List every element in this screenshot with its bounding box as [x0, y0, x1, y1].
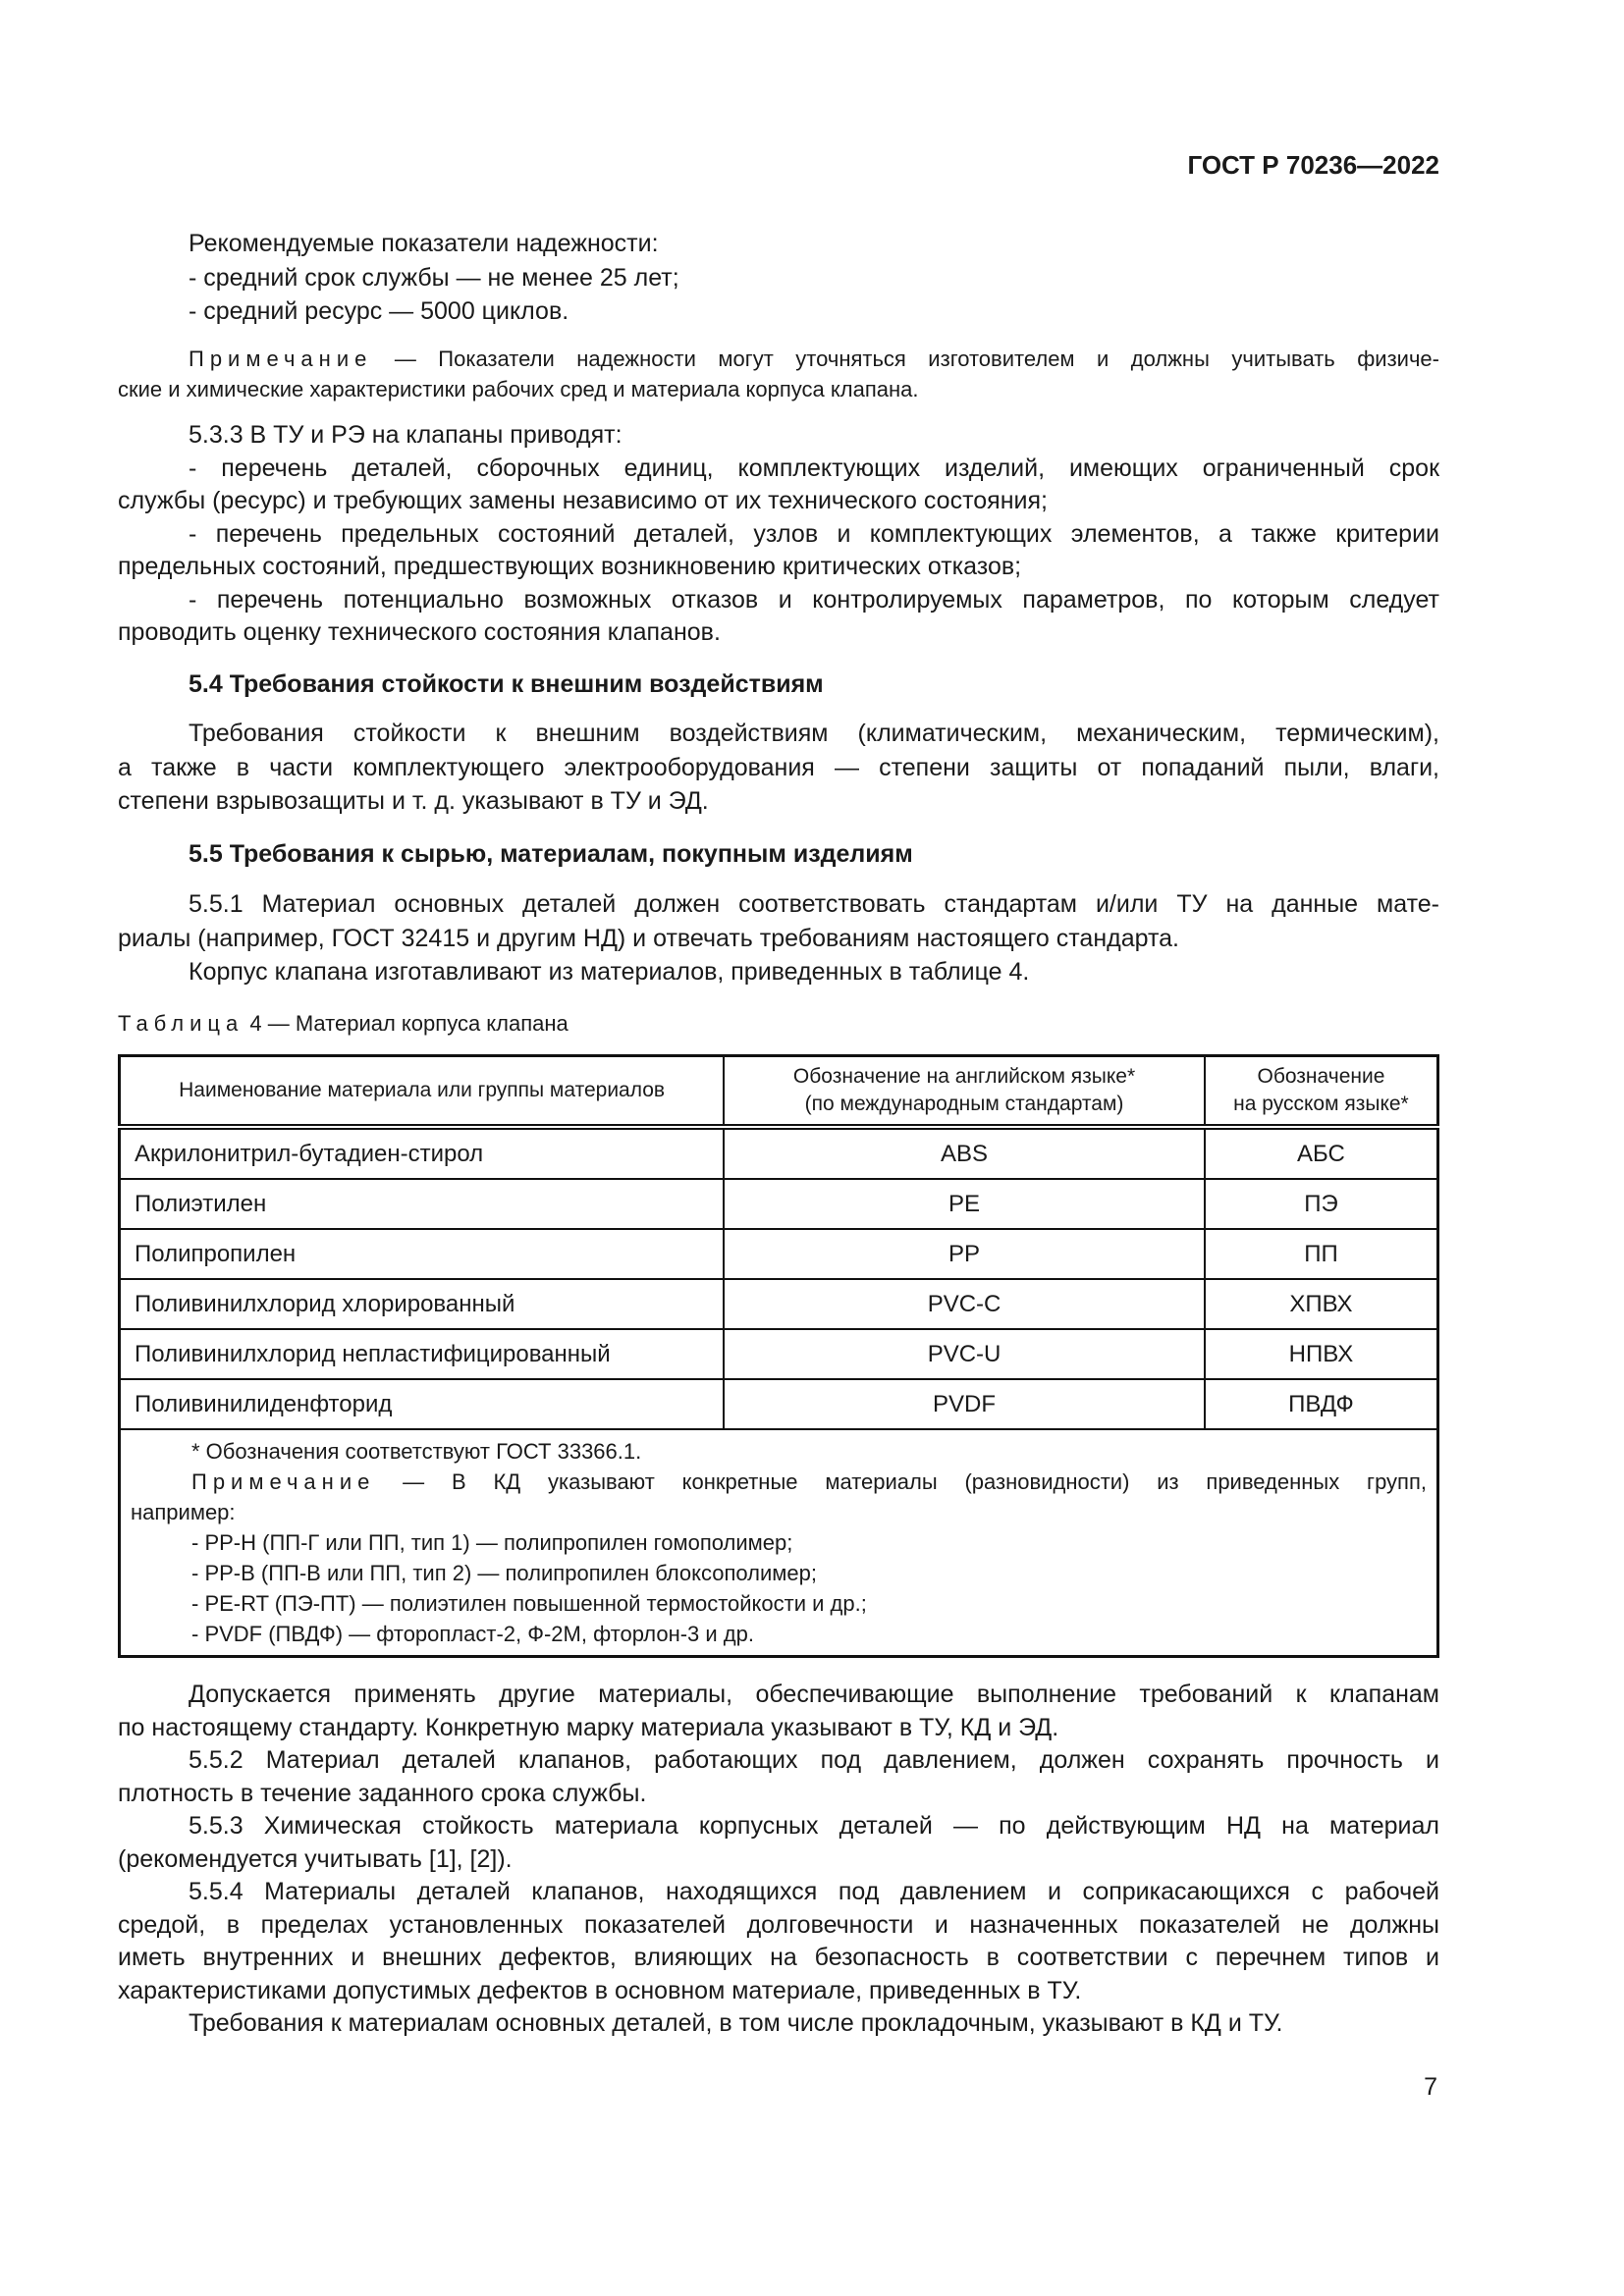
russian-designation-cell: ПП: [1205, 1229, 1438, 1279]
text-line: Корпус клапана изготавливают из материалов, приведенных в таблице 4.: [189, 958, 1030, 986]
text-line: риалы (например, ГОСТ 32415 и другим НД) и отвечать требованиям настоящего стандарта.: [118, 924, 1179, 952]
text-line: Допускается применять другие материалы, обеспечивающие выполнение требований к клапанам: [189, 1681, 1439, 1708]
section-heading-5-4: 5.4 Требования стойкости к внешним воздействиям: [189, 670, 824, 698]
text-line: характеристиками допустимых дефектов в основном материале, приведенных в ТУ.: [118, 1976, 1082, 2004]
note-items: [121, 1527, 1427, 1649]
english-designation-cell: PVC-C: [724, 1279, 1205, 1329]
note-text: — Показатели надежности могут уточняться изготовителем и должны учитывать физиче-: [372, 347, 1439, 371]
text-line: 5.5.4 Материалы деталей клапанов, находящихся под давлением и соприкасающихся с рабочей: [189, 1878, 1439, 1905]
text-line: - PE-RT (ПЭ-ПТ) — полиэтилен повышенной термостойкости и др.;: [191, 1591, 867, 1616]
section-5-4-text: [118, 717, 1439, 819]
text-line: службы (ресурс) и требующих замены независимо от их технического состояния;: [118, 487, 1048, 514]
text-line: степени взрывозащиты и т. д. указывают в ТУ и ЭД.: [118, 787, 709, 815]
material-name-cell: Полипропилен: [120, 1229, 725, 1279]
material-name-cell: Поливинилиденфторид: [120, 1379, 725, 1429]
russian-designation-cell: ПЭ: [1205, 1179, 1438, 1229]
english-designation-cell: PVC-U: [724, 1329, 1205, 1379]
text-line: проводить оценку технического состояния клапанов.: [118, 618, 721, 646]
text-line: - перечень деталей, сборочных единиц, комплектующих изделий, имеющих ограниченный срок: [189, 454, 1439, 482]
russian-designation-cell: НПВХ: [1205, 1329, 1438, 1379]
material-name-cell: Акрилонитрил-бутадиен-стирол: [120, 1127, 725, 1179]
material-name-cell: Полиэтилен: [120, 1179, 725, 1229]
table-caption: [118, 1011, 1439, 1037]
table-row: [120, 1329, 1438, 1379]
table-row: [120, 1229, 1438, 1279]
section-heading-5-5: 5.5 Требования к сырью, материалам, покупным изделиям: [189, 840, 913, 868]
reliability-list: [118, 227, 1439, 329]
text-line: (рекомендуется учитывать [1], [2]).: [118, 1844, 513, 1873]
text-line: 5.5.2 Материал деталей клапанов, работающих под давлением, должен сохранять прочность и: [189, 1746, 1439, 1774]
note-label: Примечание: [191, 1469, 376, 1494]
text-line: Требования стойкости к внешним воздействиям (климатическим, механическим, термическим),: [189, 720, 1439, 747]
note-text: ские и химические характеристики рабочих сред и материала корпуса клапана.: [118, 377, 919, 401]
text-line: - PP-B (ПП-В или ПП, тип 2) — полипропилен блоксополимер;: [191, 1561, 818, 1585]
table-caption-text: 4 — Материал корпуса клапана: [244, 1011, 568, 1036]
text-line: 5.5.3 Химическая стойкость материала корпусных деталей — по действующим НД на материал: [189, 1812, 1439, 1840]
text-line: - перечень предельных состояний деталей, узлов и комплектующих элементов, а также критерии: [189, 519, 1439, 548]
text-line: - перечень потенциально возможных отказов и контролируемых параметров, по которым следует: [189, 585, 1439, 614]
page-number: 7: [1424, 2073, 1437, 2101]
table-caption-label: Таблица: [118, 1011, 244, 1036]
table-footnote: * Обозначения соответствуют ГОСТ 33366.1.: [191, 1439, 642, 1464]
text-line: Требования к материалам основных деталей, в том числе прокладочным, указывают в КД и ТУ.: [189, 2009, 1283, 2037]
section-5-5-1-text: [118, 887, 1439, 989]
table-header-row: [120, 1056, 1438, 1128]
text-line: 5.3.3 В ТУ и РЭ на клапаны приводят:: [189, 421, 623, 449]
text-line: 5.5.1 Материал основных деталей должен соответствовать стандартам и/или ТУ на данные мате-: [189, 890, 1439, 918]
text-line: предельных состояний, предшествующих возникновению критических отказов;: [118, 553, 1022, 580]
reliability-note: [118, 344, 1439, 404]
text-line: а также в части комплектующего электрооборудования — степени защиты от попаданий пыли, влаги,: [118, 753, 1439, 781]
material-name-cell: Поливинилхлорид хлорированный: [120, 1279, 725, 1329]
note-label: Примечание: [189, 347, 373, 371]
header-russian-designation: Обозначение на русском языке*: [1205, 1056, 1438, 1128]
text-line: по настоящему стандарту. Конкретную марку материала указывают в ТУ, КД и ЭД.: [118, 1713, 1059, 1741]
text-line: - PVDF (ПВДФ) — фторопласт-2, Ф-2М, фторлон-3 и др.: [191, 1622, 754, 1646]
text-line: плотность в течение заданного срока службы.: [118, 1779, 647, 1807]
text-line: иметь внутренних и внешних дефектов, влияющих на безопасность в соответствии с перечнем типов и: [118, 1944, 1439, 1971]
note-text: — В КД указывают конкретные материалы (разновидности) из приведенных групп,: [375, 1469, 1427, 1494]
section-5-5-continued: [118, 1679, 1439, 2041]
text-line: - средний срок службы — не менее 25 лет;: [189, 263, 679, 292]
table-row: [120, 1379, 1438, 1429]
header-material-name: Наименование материала или группы материалов: [120, 1056, 725, 1128]
english-designation-cell: PVDF: [724, 1379, 1205, 1429]
russian-designation-cell: АБС: [1205, 1127, 1438, 1179]
russian-designation-cell: ПВДФ: [1205, 1379, 1438, 1429]
text-line: - PP-H (ПП-Г или ПП, тип 1) — полипропилен гомополимер;: [191, 1530, 793, 1555]
note-text: например:: [131, 1500, 236, 1524]
table-row: [120, 1279, 1438, 1329]
document-code: ГОСТ Р 70236—2022: [1187, 150, 1439, 180]
english-designation-cell: PE: [724, 1179, 1205, 1229]
text-line: - средний ресурс — 5000 циклов.: [189, 297, 569, 325]
table-notes-row: [120, 1429, 1438, 1657]
english-designation-cell: ABS: [724, 1127, 1205, 1179]
table-notes: [120, 1429, 1438, 1657]
material-name-cell: Поливинилхлорид непластифицированный: [120, 1329, 725, 1379]
text-line: средой, в пределах установленных показателей долговечности и назначенных показателей не должны: [118, 1910, 1439, 1939]
header-english-designation: Обозначение на английском языке* (по международным стандартам): [724, 1056, 1205, 1128]
english-designation-cell: PP: [724, 1229, 1205, 1279]
text-line: Рекомендуемые показатели надежности:: [189, 230, 659, 257]
table-row: [120, 1127, 1438, 1179]
russian-designation-cell: ХПВХ: [1205, 1279, 1438, 1329]
table-row: [120, 1179, 1438, 1229]
materials-table: [118, 1054, 1439, 1658]
section-5-3-3: [118, 419, 1439, 650]
